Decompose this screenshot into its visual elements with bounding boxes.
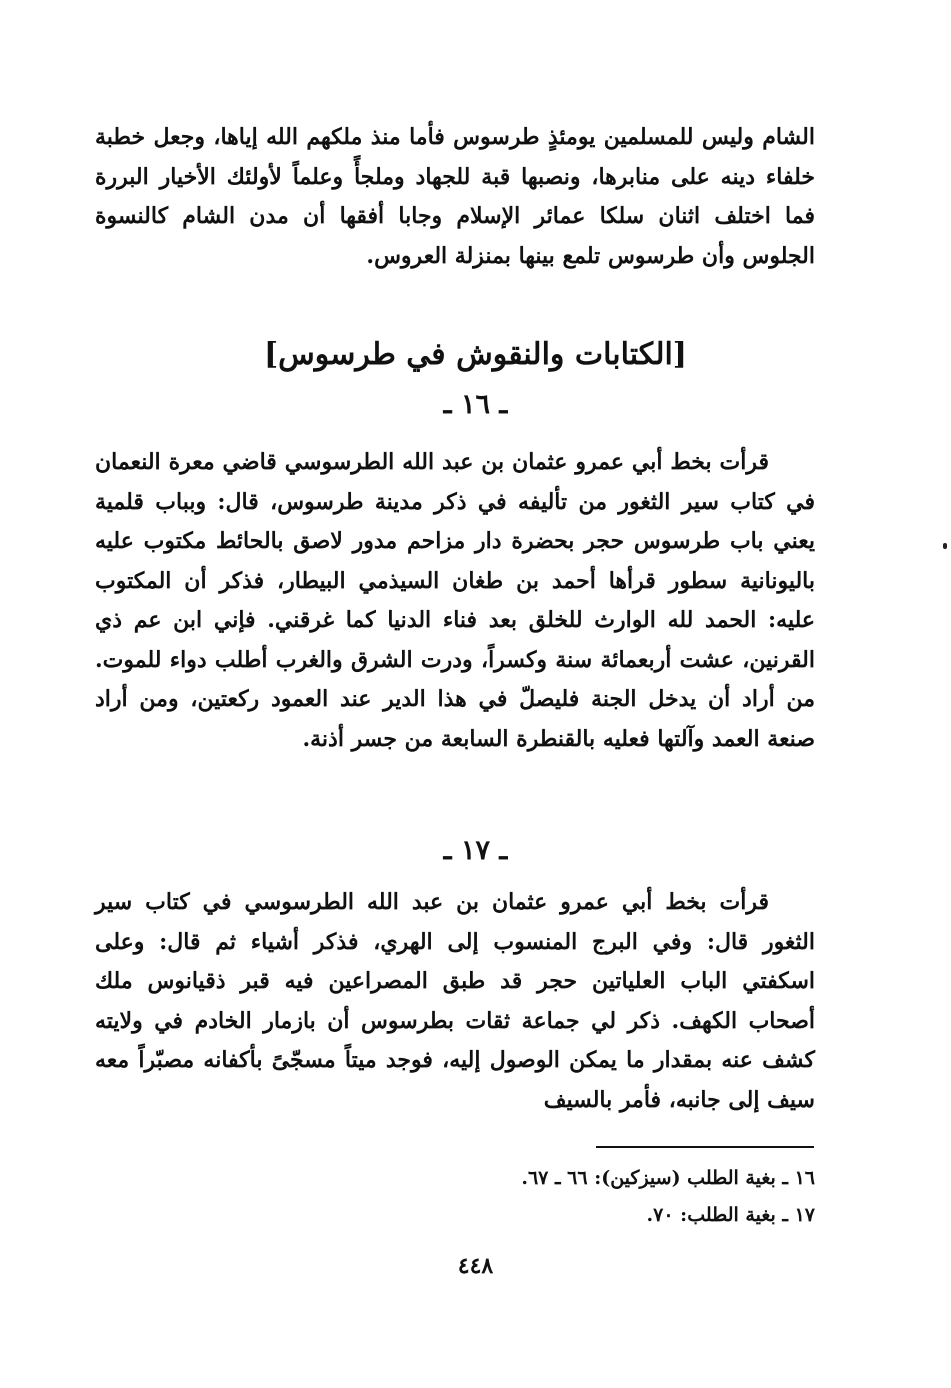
entry-16-number: ـ ١٦ ـ	[443, 389, 508, 420]
section-heading: [الكتابات والنقوش في طرسوس]	[263, 337, 688, 372]
page-number: ٤٤٨	[457, 1253, 494, 1279]
footnote-16: ١٦ ـ بغية الطلب (سيزكين): ٦٦ ـ ٦٧.	[521, 1167, 815, 1189]
entry-17-paragraph: قرأت بخط أبي عمرو عثمان بن عبد الله الطرسوسي في كتاب سير الثغور قال: وفي البرج المنسوب إلى الهري، فذكر أشياء ثم قال: وعلى اسكفتي الباب العلياتين حجر قد طبق المصراعين فيه قبر ذقيانوس ملك أصحاب الكهف. ذكر لي جماعة ثقات بطرسوس أن بازمار الخادم في ولايته كشف عنه بمقدار ما يمكن الوصول إليه، فوجد ميتاً مسجّىً بأكفانه مصبّراً معه سيف إلى جانبه، فأمر بالسيف	[95, 889, 815, 1113]
entry-16-paragraph: قرأت بخط أبي عمرو عثمان بن عبد الله الطرسوسي قاضي معرة النعمان في كتاب سير الثغور من تأليفه في ذكر مدينة طرسوس، قال: وبباب قلمية يعني باب طرسوس حجر بحضرة دار مزاحم مدور لاصق بالحائط مكتوب عليه باليونانية سطور قرأها أحمد بن طغان السيذمي البيطار، فذكر أن المكتوب عليه: الحمد لله الوارث للخلق بعد فناء الدنيا كما غرقني. فإني ابن عم ذي القرنين، عشت أربعمائة سنة وكسراً، ودرت الشرق والغرب أطلب دواء للموت. من أراد أن يدخل الجنة فليصلّ في هذا الدير عند العمود ركعتين، ومن أراد صنعة العمد وآلتها فعليه بالقنطرة السابعة من جسر أذنة.	[95, 449, 815, 752]
footnote-divider	[596, 1146, 814, 1148]
scan-edge-mark	[943, 543, 947, 549]
entry-17-number: ـ ١٧ ـ	[443, 835, 508, 866]
footnote-17: ١٧ ـ بغية الطلب: ٧٠.	[646, 1204, 815, 1226]
intro-paragraph: الشام وليس للمسلمين يومئذٍ طرسوس فأما منذ ملكهم الله إياها، وجعل خطبة خلفاء دينه على منابرها، ونصبها قبة للجهاد وملجأً وعلماً لأولئك الأخيار البررة فما اختلف اثنان سلكا عمائر الإسلام وجابا أفقها أن مدن الشام كالنسوة الجلوس وأن طرسوس تلمع بينها بمنزلة العروس.	[95, 124, 815, 269]
